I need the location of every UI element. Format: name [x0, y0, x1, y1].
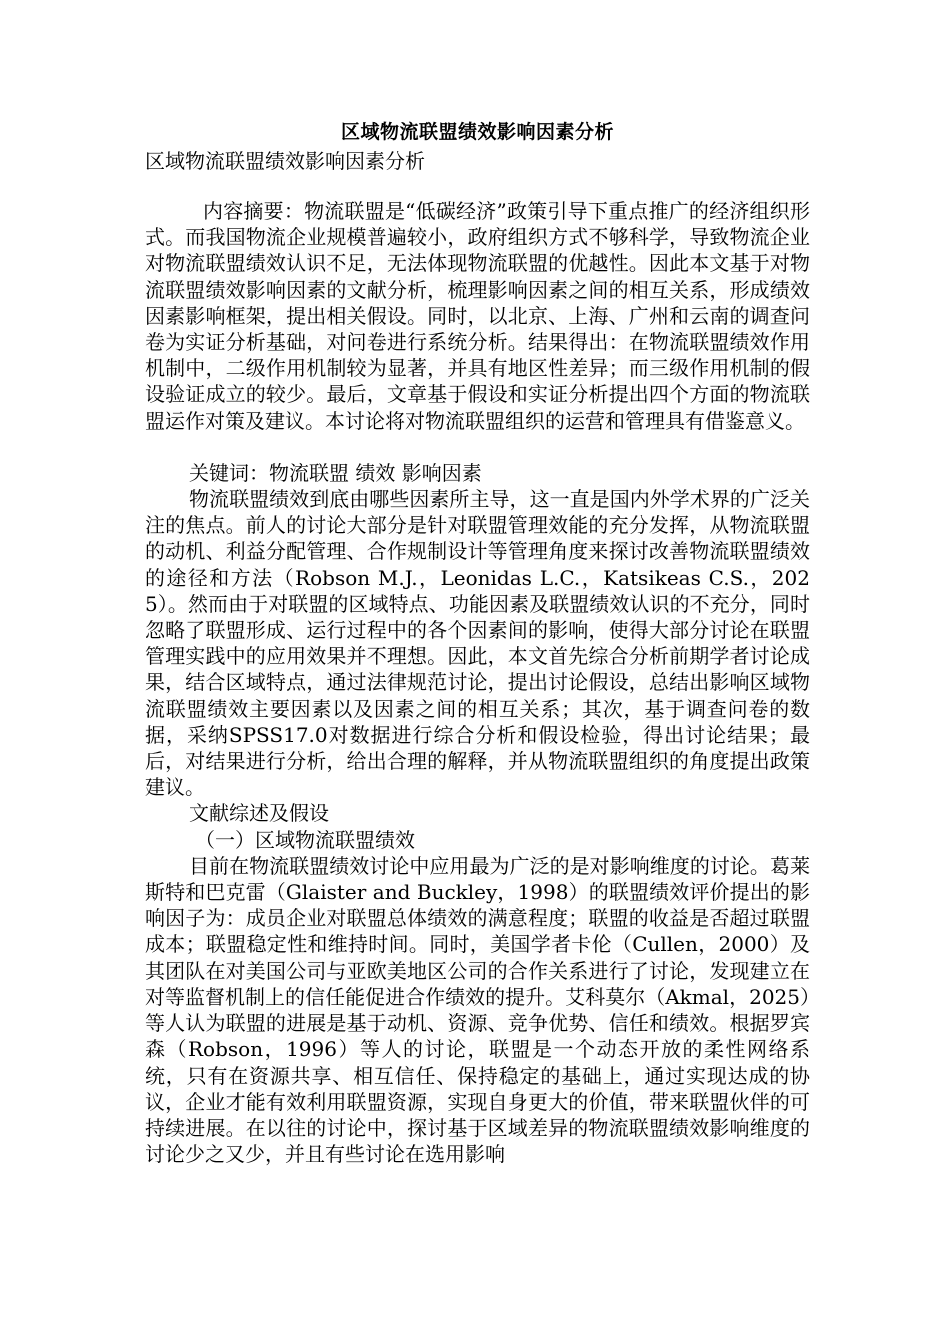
document-page: [145, 118, 810, 1167]
subsection-heading: （一）区域物流联盟绩效: [195, 827, 415, 852]
section-heading: 文献综述及假设: [189, 801, 329, 826]
keywords-line: 关键词：物流联盟 绩效 影响因素: [189, 460, 482, 485]
abstract-paragraph: 内容摘要：物流联盟是“低碳经济”政策引导下重点推广的经济组织形式。而我国物流企业规模普遍较小，政府组织方式不够科学，导致物流企业对物流联盟绩效认识不足，无法体现物流联盟的优越性。因此本文基于对物流联盟绩效影响因素的文献分析，梳理影响因素之间的相互关系，形成绩效因素影响框架，提出相关假设。同时，以北京、上海、广州和云南的调查问卷为实证分析基础，对问卷进行系统分析。结果得出：在物流联盟绩效作用机制中，二级作用机制较为显著，并具有地区性差异；而三级作用机制的假设验证成立的较少。最后，文章基于假设和实证分析提出四个方面的物流联盟运作对策及建议。本讨论将对物流联盟组织的运营和管理具有借鉴意义。: [145, 199, 810, 433]
document-title: 区域物流联盟绩效影响因素分析: [340, 121, 614, 143]
intro-paragraph: 物流联盟绩效到底由哪些因素所主导，这一直是国内外学术界的广泛关注的焦点。前人的讨论大部分是针对联盟管理效能的充分发挥，从物流联盟的动机、利益分配管理、合作规制设计等管理角度来探讨改善物流联盟绩效的途径和方法（Robson M.J.，Leonidas L.C.，Katsikeas C.S.，2025）。然而由于对联盟的区域特点、功能因素及联盟绩效认识的不充分，同时忽略了联盟形成、运行过程中的各个因素间的影响，使得大部分讨论在联盟管理实践中的应用效果并不理想。因此，本文首先综合分析前期学者讨论成果，结合区域特点，通过法律规范讨论，提出讨论假设，总结出影响区域物流联盟绩效主要因素以及因素之间的相互关系；其次，基于调查问卷的数据，采纳SPSS17.0对数据进行综合分析和假设检验，得出讨论结果；最后，对结果进行分析，给出合理的解释，并从物流联盟组织的角度提出政策建议。: [145, 487, 810, 800]
document-subtitle: 区域物流联盟绩效影响因素分析: [145, 149, 425, 173]
body-paragraph: 目前在物流联盟绩效讨论中应用最为广泛的是对影响维度的讨论。葛莱斯特和巴克雷（Glaister and Buckley，1998）的联盟绩效评价提出的影响因子为：成员企业对联盟总体绩效的满意程度；联盟的收益是否超过联盟成本；联盟稳定性和维持时间。同时，美国学者卡伦（Cullen，2000）及其团队在对美国公司与亚欧美地区公司的合作关系进行了讨论，发现建立在对等监督机制上的信任能促进合作绩效的提升。艾科莫尔（Akmal，2025）等人认为联盟的进展是基于动机、资源、竞争优势、信任和绩效。根据罗宾森（Robson，1996）等人的讨论，联盟是一个动态开放的柔性网络系统，只有在资源共享、相互信任、保持稳定的基础上，通过实现达成的协议，企业才能有效利用联盟资源，实现自身更大的价值，带来联盟伙伴的可持续进展。在以往的讨论中，探讨基于区域差异的物流联盟绩效影响维度的讨论少之又少，并且有些讨论在选用影响: [145, 853, 810, 1167]
